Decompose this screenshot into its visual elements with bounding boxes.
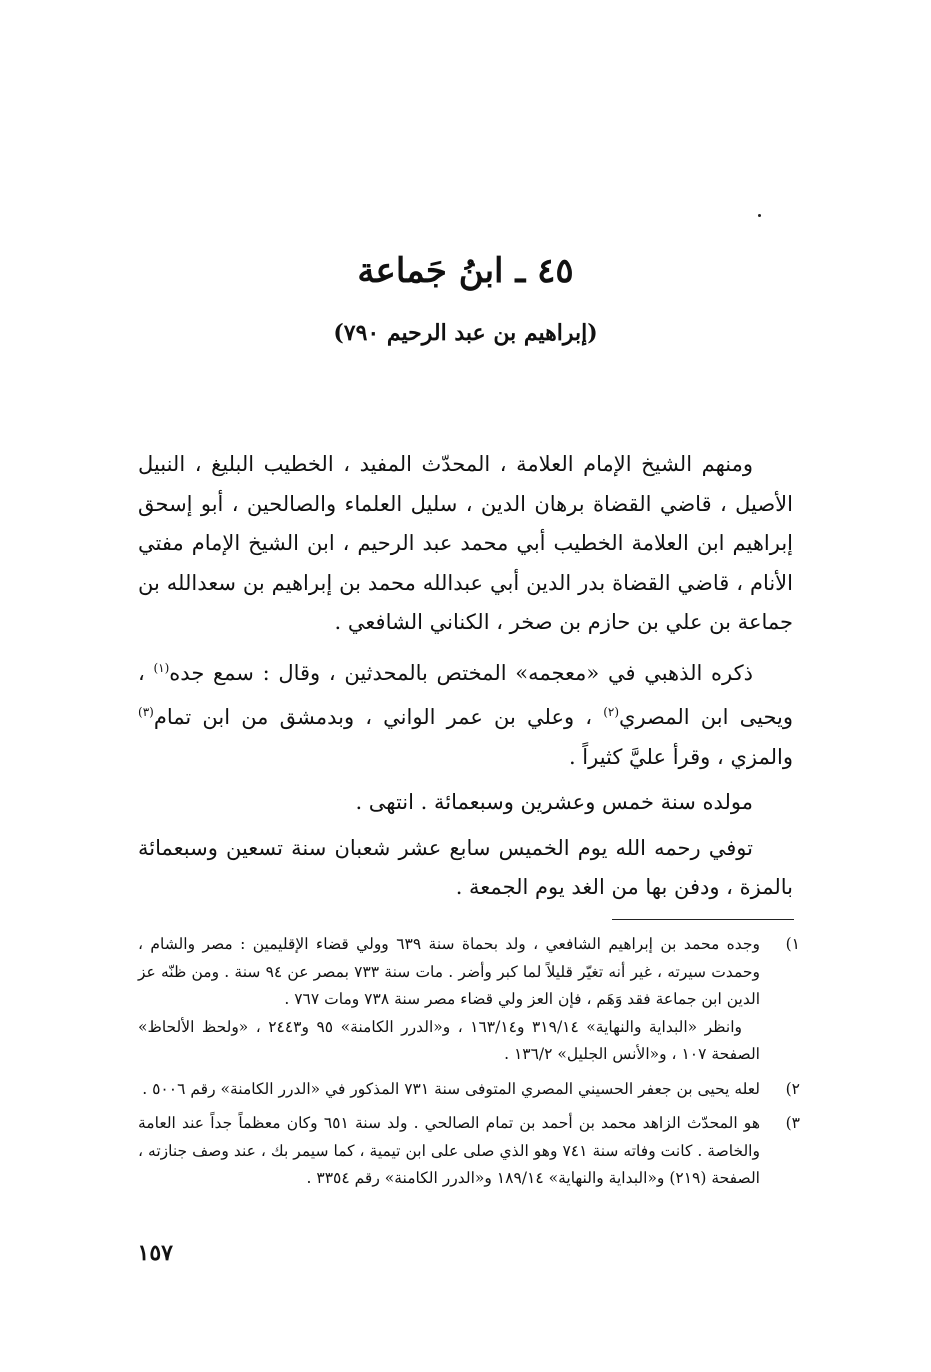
body-text-segment: ذكره الذهبي في «معجمه» المختص بالمحدثين ، وقال : سمع جده (169, 660, 753, 685)
body-paragraph: ومنهم الشيخ الإمام العلامة ، المحدّث المفيد ، الخطيب البليغ ، النبيل الأصيل ، قاضي القضاة برهان الدين ، سليل العلماء والصالحين ، أبو إسحق إبراهيم ابن العلامة الخطيب أبي محمد عبد الرحيم ، ابن الشيخ الإمام مفتي الأنام ، قاضي القضاة بدر الدين أبي عبدالله محمد بن إبراهيم بن سعدالله بن جماعة بن علي بن حازم بن صخر ، الكناني الشافعي . (138, 452, 793, 634)
footnote-text: وجده محمد بن إبراهيم الشافعي ، ولد بحماة سنة ٦٣٩ وولي قضاء الإقليمين : مصر والشام ، وحمدت سيرته ، غير أنه تغيّر قليلاً لما كبر وأضر . مات سنة ٧٣٣ بمصر عن ٩٤ سنة . ومن ظنّه عز الدين ابن جماعة فقد وَهَم ، فإن العز ولي قضاء مصر سنة ٧٣٨ ومات ٧٦٧ . (138, 935, 760, 1008)
footnote-number: ٣) (785, 1114, 800, 1132)
footnotes (138, 931, 800, 1200)
entry-title: ٤٥ ـ ابنُ جَماعة (357, 251, 574, 291)
main-text (138, 445, 793, 914)
body-text-segment: والمزي ، وقرأ عليَّ كثيراً . (568, 744, 793, 769)
body-paragraph (138, 649, 793, 778)
footnote-divider (612, 919, 794, 920)
footnote (138, 1110, 800, 1193)
body-paragraph: مولده سنة خمس وعشرين وسبعمائة . انتهى . (355, 790, 753, 814)
footnote-number: ١) (785, 935, 800, 953)
ink-speck (758, 214, 761, 217)
entry-subtitle: (إبراهيم بن عبد الرحيم ٧٩٠) (333, 320, 598, 346)
footnote-ref: (١) (153, 660, 170, 675)
footnote-ref: (٢) (603, 705, 620, 719)
body-paragraph: توفي رحمه الله يوم الخميس سابع عشر شعبان سنة تسعين وسبعمائة بالمزة ، ودفن بها من الغد يوم الجمعة . (138, 835, 793, 899)
page-number: ١٥٧ (137, 1240, 173, 1266)
footnote-text: هو المحدّث الزاهد محمد بن أحمد بن تمام الصالحي . ولد سنة ٦٥١ وكان معظماً جداً عند العامة والخاصة . كانت وفاته سنة ٧٤١ وهو الذي صلى على ابن تيمية ، كما سيمر بك ، عند وصف جنازته ، الصفحة (٢١٩) و«البداية والنهاية» ١٨٩/١٤ و«الدرر الكامنة» رقم ٣٣٥٤ . (138, 1114, 760, 1187)
footnote (138, 1076, 800, 1104)
body-text-segment: ، ويحيى ابن المصري (138, 660, 793, 729)
footnote (138, 931, 800, 1069)
footnote-number: ٢) (785, 1079, 800, 1098)
footnote-text: وانظر «البداية والنهاية» ٣١٩/١٤ و١٦٣/١٤ ، و«الدرر الكامنة» ٩٥ و٢٤٤٣ ، «ولحظ الألحاظ» الصفحة ١٠٧ ، و«الأنس الجليل» ١٣٦/٢ . (138, 1017, 760, 1063)
body-text-segment: ، وعلي بن عمر الواني ، وبدمشق من ابن تمام (153, 705, 604, 729)
footnote-ref: (٣) (138, 705, 154, 719)
footnote-text: لعله يحيى بن جعفر الحسيني المصري المتوفى سنة ٧٣١ المذكور في «الدرر الكامنة» رقم ٥٠٠٦ . (142, 1079, 760, 1098)
